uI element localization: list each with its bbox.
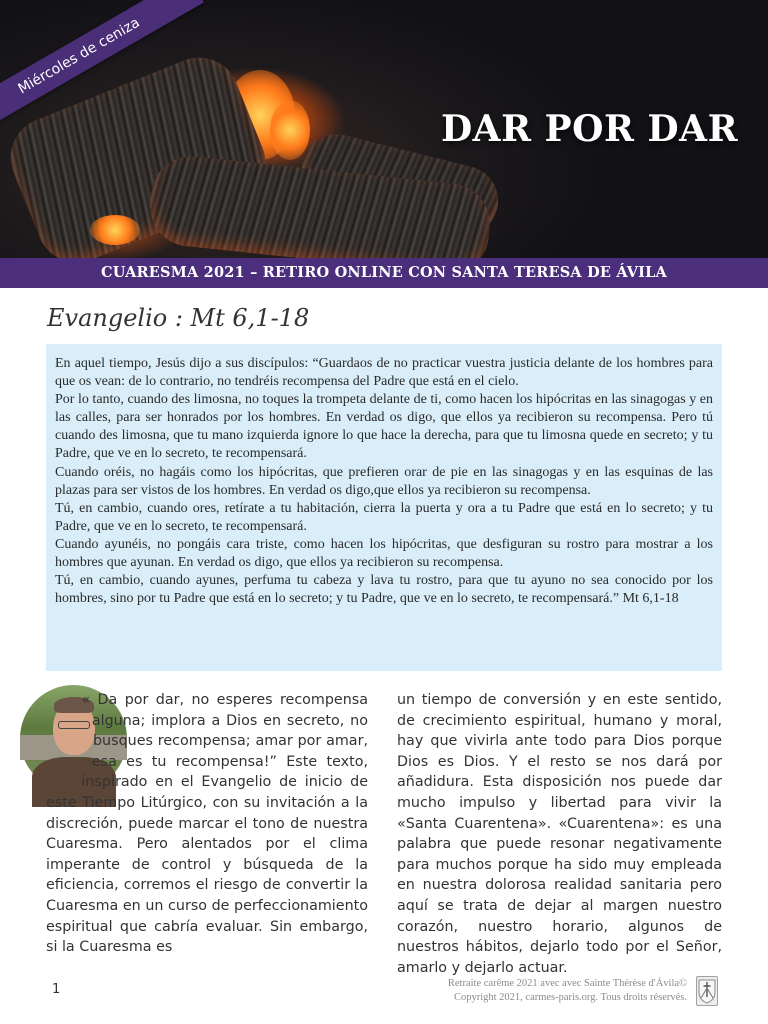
copyright-line-1: Retraite carême 2021 avec avec Sainte Thérèse d'Ávila© <box>447 978 687 989</box>
reflection-left-text: « Da por dar, no esperes recompensa alguna; implora a Dios en secreto, no busques recompensa; amar por amar, esa es tu recompensa!” Este texto, inspirado en el Evangelio de inicio de este Tiempo Litúrgico, con su invitación a la discreción, puede marcar el tono de nuestra Cuaresma. Pero alentados por el clima imperante de control y búsqueda de la eficiencia, corremos el riesgo de convertir la Cuaresma en un curso de perfeccionamiento espiritual que cabría evaluar. Sin embargo, si la Cuaresma es <box>46 692 368 956</box>
gospel-paragraph: En aquel tiempo, Jesús dijo a sus discípulos: “Guardaos de no practicar vuestra justicia delante de los hombres para que os vean: de lo contrario, no tendréis recompensa del Padre que está en el cielo. <box>55 356 713 390</box>
ember-glow <box>270 100 310 160</box>
reflection-right-text: un tiempo de conversión y en este sentido, de crecimiento espiritual, humano y moral, hay que vivirla ante todo para Dios porque Dios es Dios. Y el resto se nos dará por añadidura. Esta disposición nos puede dar mucho impulso y libertad para vivir la «Santa Cuarentena». «Cuarentena»: es una palabra que puede resonar negativamente para muchos porque ha sido muy empleada en nuestra dolorosa realidad sanitaria pero aquí se trata de dejar al margen nuestro corazón, nuestro horario, algunos de nuestros hábitos, dejarlo todo por el Señor, amarlo y dejarlo actuar. <box>397 692 722 976</box>
copyright-notice <box>448 977 687 1004</box>
gospel-paragraph: Cuando oréis, no hagáis como los hipócritas, que prefieren orar de pie en las sinagogas y en las esquinas de las plazas para ser vistos de los hombres. En verdad os digo,que ellos ya recibieron su recompensa. <box>55 464 713 498</box>
gospel-paragraph: Tú, en cambio, cuando ayunes, perfuma tu cabeza y lava tu rostro, para que tu ayuno no sea conocido por los hombres, sino por tu Padre que está en lo secreto; y tu Padre, que ve en lo secreto, te recompensará.” Mt 6,1-18 <box>55 573 713 607</box>
page-number: 1 <box>52 982 61 997</box>
gospel-paragraph: Tú, en cambio, cuando ores, retírate a tu habitación, cierra la puerta y ora a tu Padre que está en lo secreto; y tu Padre, que ve en lo secreto, te recompensará. <box>55 500 713 534</box>
reflection-right-column <box>397 690 722 976</box>
gospel-text-box <box>46 344 722 671</box>
corner-ribbon: Miércoles de ceniza <box>0 0 204 137</box>
gospel-paragraph: Cuando ayunéis, no pongáis cara triste, como hacen los hipócritas, que desfiguran su rostro para mostrar a los hombres que ayunan. En verdad os digo, que ellos ya recibieron su recompensa. <box>55 536 713 571</box>
ember-glow <box>90 215 140 245</box>
copyright-line-2: Copyright 2021, carmes-paris.org. Tous droits réservés. <box>453 991 687 1003</box>
subtitle-bar: CUARESMA 2021 – RETIRO ONLINE CON SANTA TERESA DE ÁVILA <box>0 258 768 288</box>
reflection-left-column <box>46 690 368 962</box>
carmelite-shield-icon <box>696 976 718 1006</box>
gospel-paragraph: Por lo tanto, cuando des limosna, no toques la trompeta delante de ti, como hacen los hipócritas en las sinagogas y en las calles, para ser honrados por los hombres. En verdad os digo, que ellos ya recibieron su recompensa. Pero tú cuando des limosna, que tu mano izquierda ignore lo que hace la derecha, para que tu limosna quede en secreto; y tu Padre, que ve en lo secreto, te recompensará. <box>55 392 713 462</box>
page-title: DAR POR DAR <box>440 108 738 150</box>
header-banner-image <box>0 0 768 258</box>
gospel-heading: Evangelio : Mt 6,1-18 <box>47 304 310 332</box>
